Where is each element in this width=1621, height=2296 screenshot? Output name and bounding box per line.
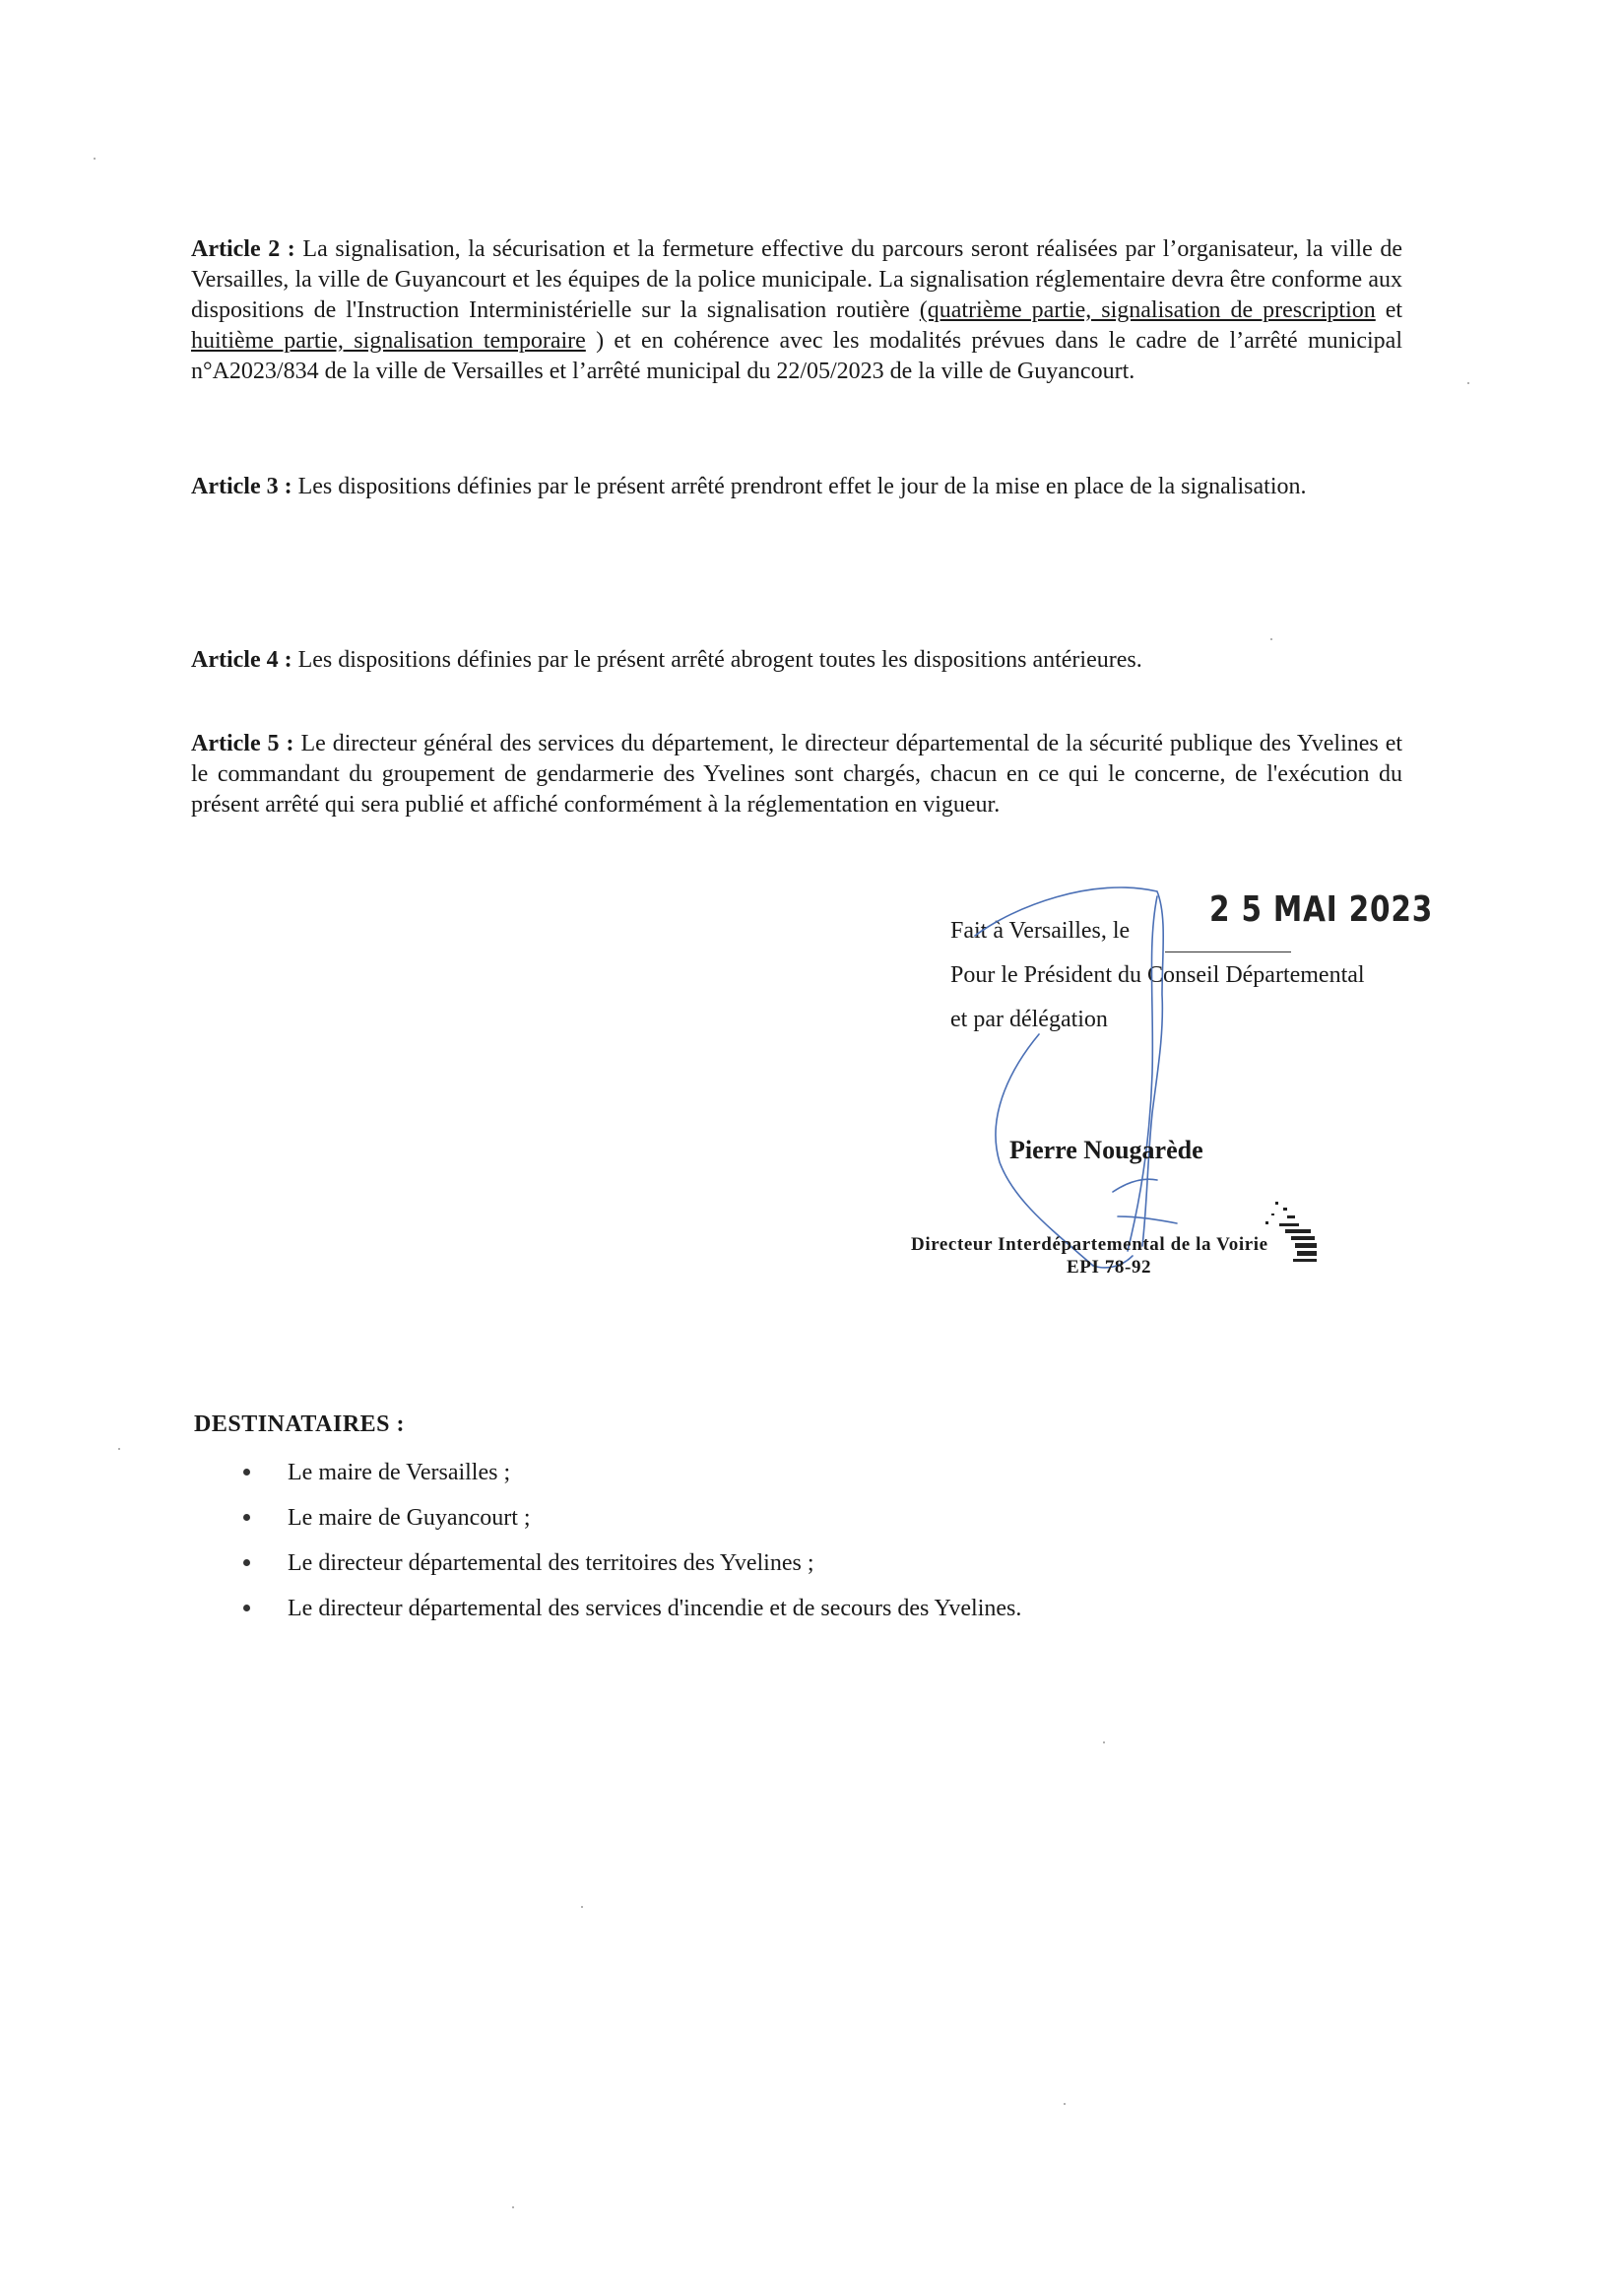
stamp-seal-mark xyxy=(1236,1182,1334,1280)
date-stamp: 2 5 MAI 2023 xyxy=(1209,889,1434,930)
delegation-line: Pour le Président du Conseil Départemental xyxy=(950,962,1365,988)
scan-speck xyxy=(1103,1741,1105,1743)
scan-speck xyxy=(512,2206,514,2208)
place-line: Fait à Versailles, le xyxy=(950,918,1131,944)
recipients-list xyxy=(243,1458,1021,1639)
list-item xyxy=(243,1594,1021,1639)
article-4-label: Article 4 : xyxy=(191,647,292,673)
bullet-icon xyxy=(243,1514,250,1521)
scan-speck xyxy=(1270,638,1272,640)
article-5-text: Le directeur général des services du département, le directeur départemental de la sécurité publique des Yvelines et le commandant du groupement de gendarmerie des Yvelines sont chargés, chacun en ce qui le concerne, de l'exécution du présent arrêté qui sera publié et affiché conformément à la réglementation en vigueur. xyxy=(191,731,1403,818)
article-2 xyxy=(191,234,1402,387)
article-2-conjunction: et xyxy=(1375,297,1403,323)
article-5 xyxy=(191,729,1402,820)
scan-speck xyxy=(94,158,96,160)
delegation-line-2: et par délégation xyxy=(950,1007,1108,1032)
scan-speck xyxy=(581,1906,583,1908)
bullet-icon xyxy=(243,1605,250,1611)
signatory-name: Pierre Nougarède xyxy=(1009,1136,1203,1164)
article-2-reference-temporaire: huitième partie, signalisation temporaire xyxy=(191,328,586,354)
recipient-text: Le directeur départemental des services d'incendie et de secours des Yvelines. xyxy=(288,1596,1022,1621)
scan-speck xyxy=(1467,382,1469,384)
article-4-text: Les dispositions définies par le présent arrêté abrogent toutes les dispositions antérieures. xyxy=(292,647,1142,673)
signatory-unit: EPI 78-92 xyxy=(1067,1257,1152,1278)
recipients-heading: DESTINATAIRES : xyxy=(194,1411,405,1437)
signatory-title: Directeur Interdépartemental de la Voirie xyxy=(911,1234,1268,1255)
article-2-reference-prescription: (quatrième partie, signalisation de prescription xyxy=(919,297,1376,323)
list-item xyxy=(243,1458,1021,1503)
article-3-label: Article 3 : xyxy=(191,474,292,499)
bullet-icon xyxy=(243,1559,250,1566)
bullet-icon xyxy=(243,1469,250,1476)
list-item xyxy=(243,1548,1021,1594)
article-3 xyxy=(191,472,1402,502)
article-2-text-end: ) et en cohérence avec les modalités prévues dans le cadre de l’arrêté municipal n°A2023/834 de la ville de Versailles et l’arrêté municipal du 22/05/2023 de la ville de Guyancourt. xyxy=(191,328,1402,384)
article-4 xyxy=(191,645,1402,676)
article-2-label: Article 2 : xyxy=(191,236,295,262)
recipient-text: Le maire de Guyancourt ; xyxy=(288,1505,531,1531)
scan-speck xyxy=(118,1448,120,1450)
recipient-text: Le maire de Versailles ; xyxy=(288,1460,511,1485)
article-2-text: La signalisation, la sécurisation et la fermeture effective du parcours seront réalisées par l’organisateur, la ville de Versailles, la ville de Guyancourt et les équipes de la police municipale. La signalisation réglementaire devra être conforme aux dispositions de l'Instruction Interministérielle sur la signalisation routière xyxy=(191,236,1402,323)
recipient-text: Le directeur départemental des territoires des Yvelines ; xyxy=(288,1550,814,1576)
article-3-text: Les dispositions définies par le présent arrêté prendront effet le jour de la mise en place de la signalisation. xyxy=(292,474,1307,499)
list-item xyxy=(243,1503,1021,1548)
article-5-label: Article 5 : xyxy=(191,731,294,756)
scan-speck xyxy=(1064,2103,1066,2105)
